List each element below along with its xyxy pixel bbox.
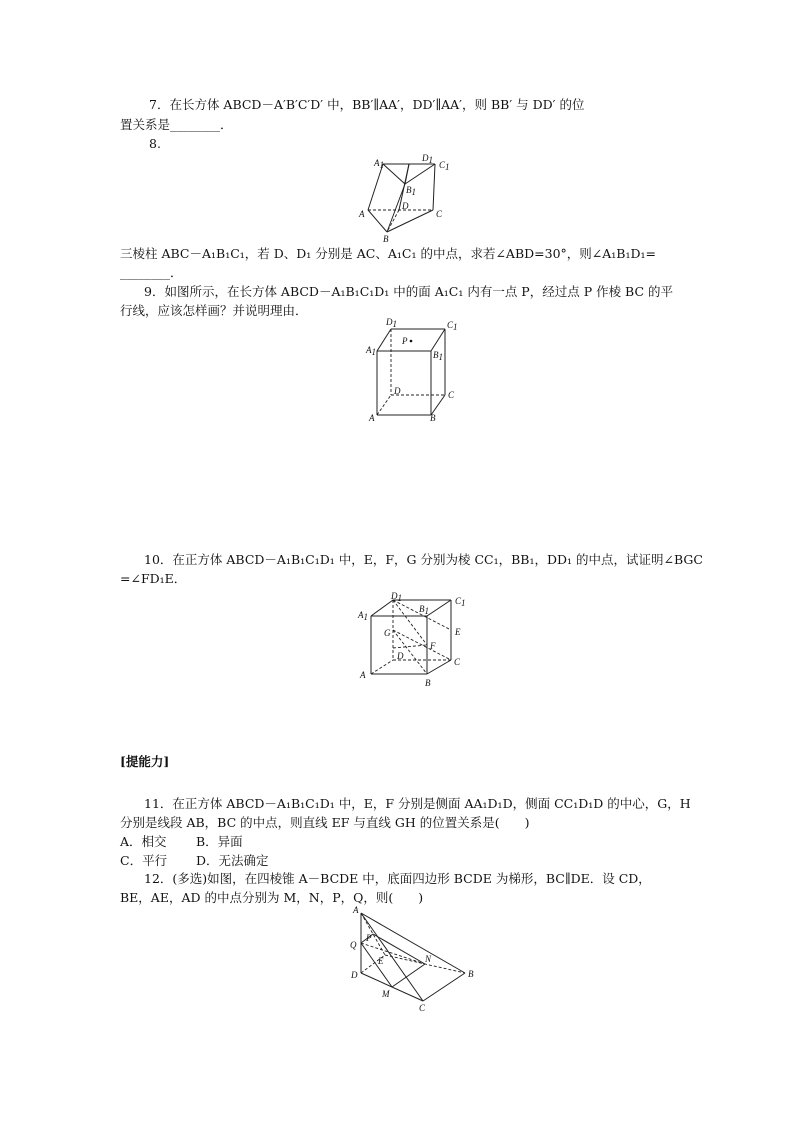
q12-line1: 12．(多选)如图，在四棱锥 A－BCDE 中，底面四边形 BCDE 为梯形，BC∥DE．设 CD，	[144, 871, 651, 886]
q10-label-A1: A1	[358, 610, 368, 622]
q12-label-M: M	[382, 989, 390, 999]
q12-label-P: P	[366, 933, 372, 943]
q12-label-N: N	[425, 954, 432, 964]
q10-label-D: D	[397, 651, 404, 661]
q12-label-Q: Q	[350, 940, 357, 950]
q12-figure-pyramid	[345, 905, 485, 1019]
q8-label-D: D	[402, 201, 409, 211]
q9-label-C1: C1	[447, 320, 458, 332]
q9-label-B: B	[430, 413, 436, 423]
q8-label-B: B	[383, 234, 389, 242]
q7-line1: 7．在长方体 ABCD－A′B′C′D′ 中，BB′∥AA′，DD′∥AA′，则 BB′ 与 DD′ 的位	[149, 97, 585, 112]
q11-line1: 11．在正方体 ABCD－A₁B₁C₁D₁ 中，E，F 分别是侧面 AA₁D₁D，侧面 CC₁D₁D 的中心，G，H	[144, 796, 691, 811]
q12-label-A: A	[353, 905, 359, 915]
q8-figure-prism	[355, 150, 455, 246]
q11-line2: 分别是线段 AB，BC 的中点，则直线 EF 与直线 GH 的位置关系是( )	[120, 815, 530, 830]
q11-option-b: B．异面	[196, 834, 243, 849]
q12-label-C: C	[419, 1003, 426, 1013]
q9-label-P: P	[402, 336, 408, 346]
q12-line2: BE，AE，AD 的中点分别为 M，N，P，Q，则( )	[120, 890, 424, 905]
q10-label-G: G	[384, 628, 391, 638]
q10-label-B: B	[425, 678, 431, 688]
q10-label-C: C	[454, 657, 461, 667]
q10-line2: =∠FD₁E．	[120, 571, 187, 586]
q11-option-a: A．相交	[120, 834, 167, 849]
q8-label-B1: B1	[406, 185, 416, 197]
q12-label-B: B	[468, 969, 474, 979]
q9-line1: 9．如图所示，在长方体 ABCD－A₁B₁C₁D₁ 中的面 A₁C₁ 内有一点 P，经过点 P 作棱 BC 的平	[144, 284, 674, 299]
q9-label-D: D	[394, 386, 401, 396]
q12-label-E: E	[378, 956, 384, 966]
q10-label-B1: B1	[419, 604, 429, 616]
q8-label-A: A	[359, 209, 365, 219]
q9-line2: 行线，应该怎样画？并说明理由．	[120, 303, 308, 318]
q8-number: 8.	[149, 136, 161, 151]
q10-figure-cube	[355, 590, 470, 694]
q8-label-C: C	[436, 209, 443, 219]
q12-label-D: D	[351, 970, 358, 980]
q9-label-A: A	[369, 413, 375, 423]
q9-figure-cuboid	[365, 315, 465, 429]
q9-label-D1: D1	[386, 317, 397, 329]
q9-label-B1: B1	[433, 350, 443, 362]
q8-label-D1: D1	[422, 153, 433, 165]
q8-line2: ________．	[120, 265, 183, 280]
q10-line1: 10．在正方体 ABCD－A₁B₁C₁D₁ 中，E，F，G 分别为棱 CC₁，BB₁，DD₁ 的中点，试证明∠BGC	[144, 552, 703, 567]
q9-label-A1: A1	[366, 345, 376, 357]
q8-label-C1: C1	[439, 160, 450, 172]
section-title-tinengli: [提能力]	[120, 754, 170, 769]
q11-option-d: D．无法确定	[196, 853, 269, 868]
q9-label-C: C	[448, 390, 455, 400]
q7-line2: 置关系是________．	[120, 117, 233, 132]
q10-label-F: F	[430, 641, 436, 651]
q11-option-c: C．平行	[120, 853, 168, 868]
q8-line1: 三棱柱 ABC－A₁B₁C₁，若 D、D₁ 分别是 AC、A₁C₁ 的中点，求若∠ABD=30°，则∠A₁B₁D₁=	[120, 246, 656, 261]
q10-label-A: A	[360, 670, 366, 680]
q9-point-P	[410, 340, 413, 343]
q10-label-E: E	[455, 627, 461, 637]
q10-label-D1: D1	[391, 591, 402, 603]
q8-label-A1: A1	[374, 158, 384, 170]
q10-label-C1: C1	[455, 596, 466, 608]
